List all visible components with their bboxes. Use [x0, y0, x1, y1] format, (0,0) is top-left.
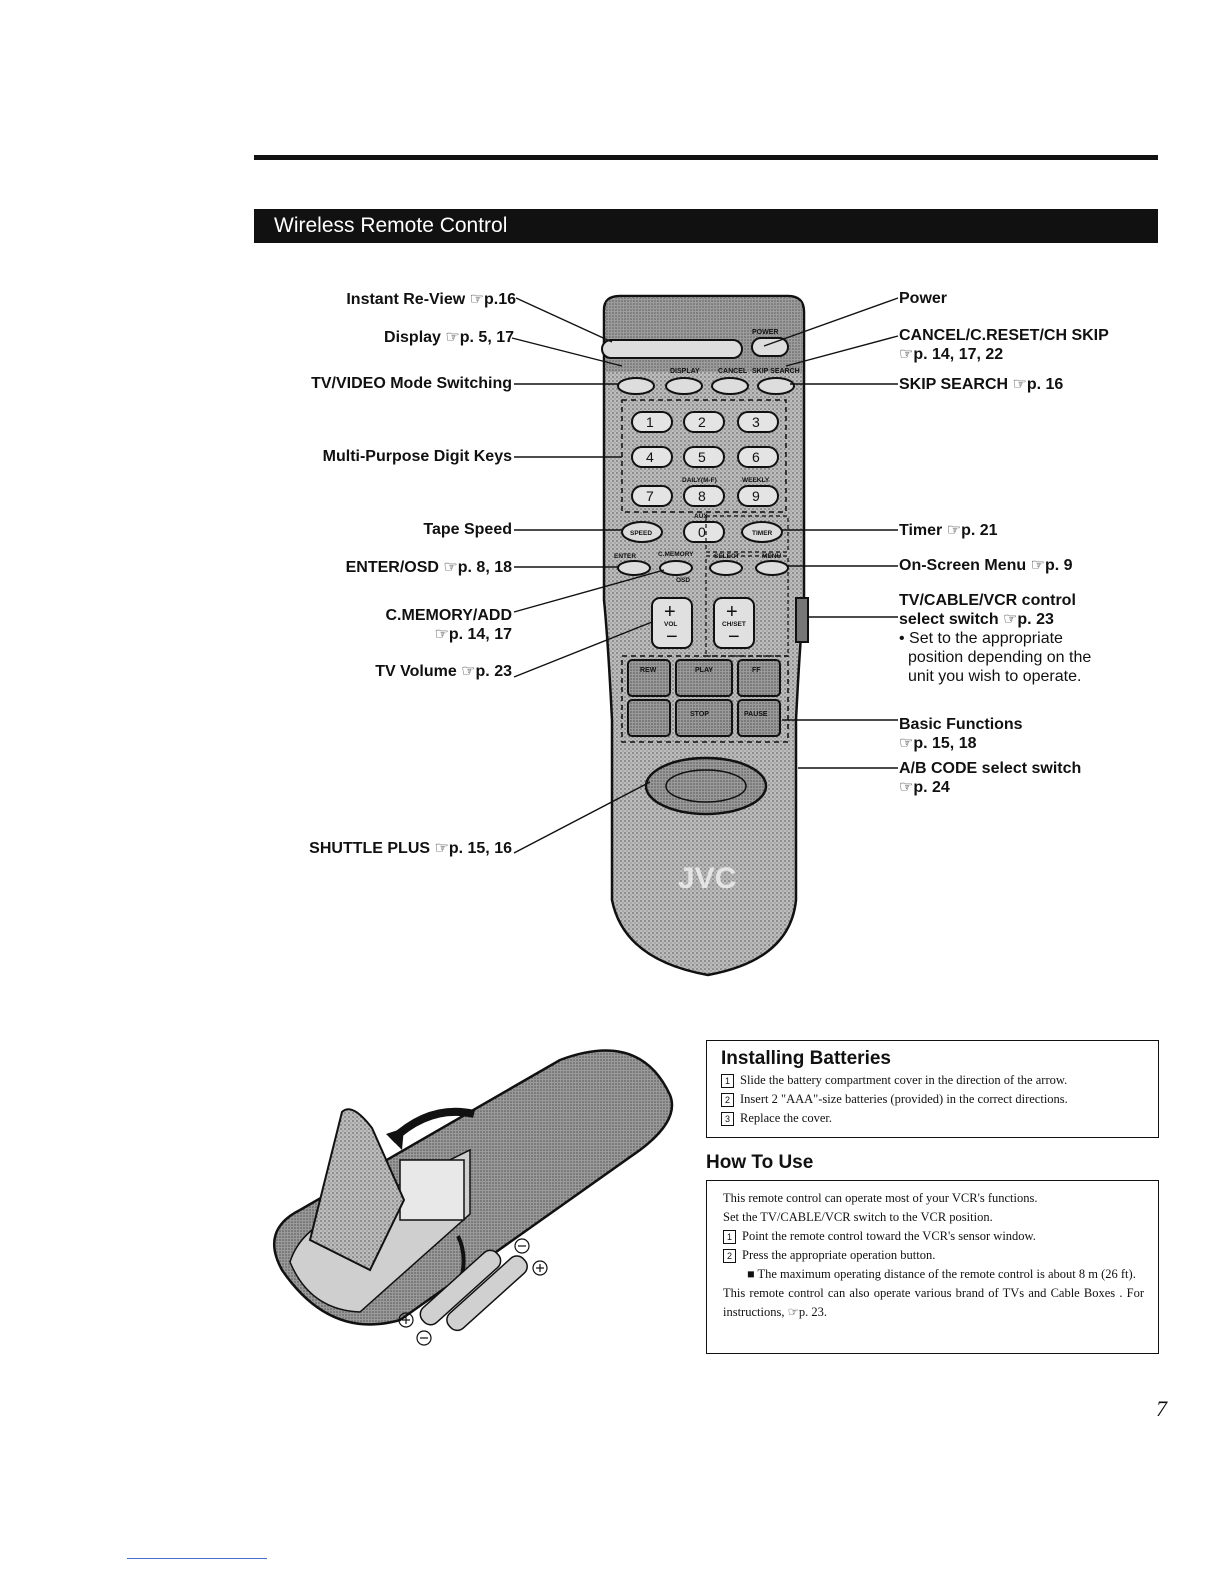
callout-display: Display ☞ p. 5, 17	[384, 328, 514, 347]
callout-select-switch: TV/CABLE/VCR control select switch ☞ p. 23 • Set to the appropriate position depending on the unit you wish to operate.	[899, 591, 1091, 686]
digit-key-9: 9	[752, 488, 760, 504]
timer-key-label: TIMER	[752, 530, 773, 537]
digit-key-5: 5	[698, 449, 706, 465]
installing-title: Installing Batteries	[721, 1048, 891, 1069]
enter-key	[618, 561, 650, 575]
callout-tape-speed: Tape Speed	[423, 521, 512, 538]
digit-key-3: 3	[752, 414, 760, 430]
stop-label: STOP	[690, 711, 709, 718]
tv-video-key	[618, 378, 654, 394]
menu-key-label: MENU	[762, 553, 782, 560]
pause-label: PAUSE	[744, 711, 768, 718]
howto-bullet: ■ The maximum operating distance of the remote control is about 8 m (26 ft).	[747, 1267, 1136, 1281]
howto-step-2: 2 Press the appropriate operation button.	[723, 1246, 1144, 1265]
skip-search-key	[758, 378, 794, 394]
digit-key-0: 0	[698, 524, 706, 540]
battery-illustration	[274, 1051, 672, 1345]
how-to-use-box	[706, 1180, 1159, 1354]
callout-power: Power	[899, 290, 948, 307]
daily-label: DAILY(M-F)	[682, 477, 717, 484]
tv-cable-vcr-switch	[796, 598, 808, 642]
svg-text:−: −	[666, 626, 678, 648]
callout-tv-volume: TV Volume ☞ p. 23	[375, 662, 512, 681]
callout-on-screen-menu: On-Screen Menu ☞ p. 9	[899, 556, 1073, 575]
menu-key	[756, 561, 788, 575]
power-key-label: POWER	[752, 329, 779, 336]
vol-label: VOL	[664, 621, 678, 628]
digit-key-1: 1	[646, 414, 654, 430]
display-key	[666, 378, 702, 394]
digit-key-4: 4	[646, 449, 654, 465]
callout-digit-keys: Multi-Purpose Digit Keys	[322, 448, 512, 465]
digit-key-6: 6	[752, 449, 760, 465]
cmemory-key-label: C.MEMORY	[658, 551, 694, 558]
page-number: 7	[1156, 1396, 1167, 1421]
brand-logo: JVC	[678, 862, 737, 895]
power-key	[752, 338, 788, 356]
callout-cancel: CANCEL/C.RESET/CH SKIP ☞ p. 14, 17, 22	[899, 326, 1109, 364]
callout-basic-functions: Basic Functions ☞ p. 15, 18	[899, 715, 1023, 753]
callout-tv-video: TV/VIDEO Mode Switching	[311, 375, 512, 392]
digit-key-2: 2	[698, 414, 706, 430]
callout-instant-review: Instant Re-View ☞ p.16	[346, 290, 516, 309]
speed-key-label: SPEED	[630, 530, 653, 537]
osd-key-label: OSD	[676, 577, 691, 584]
digit-key-7: 7	[646, 488, 654, 504]
rew-label: REW	[640, 667, 657, 674]
install-step-3: 3 Replace the cover.	[721, 1109, 1150, 1128]
svg-text:+: +	[664, 601, 676, 623]
svg-text:−: −	[728, 626, 740, 648]
callout-timer: Timer ☞ p. 21	[899, 521, 998, 540]
cancel-key	[712, 378, 748, 394]
installing-batteries-box	[706, 1040, 1159, 1138]
enter-key-label: ENTER	[614, 553, 637, 560]
howto-intro-1: This remote control can operate most of your VCR's functions.	[723, 1191, 1038, 1205]
cancel-key-label: CANCEL	[718, 368, 748, 375]
how-to-use-title: How To Use	[706, 1152, 814, 1173]
instant-review-key	[602, 340, 742, 358]
callout-cmemory: C.MEMORY/ADD ☞ p. 14, 17	[385, 606, 512, 644]
callout-shuttle-plus: SHUTTLE PLUS ☞ p. 15, 16	[309, 839, 512, 858]
callout-skip-search: SKIP SEARCH ☞ p. 16	[899, 375, 1063, 394]
select-key-label: SELECT	[714, 553, 740, 560]
weekly-label: WEEKLY	[742, 477, 770, 484]
ch-set-label: CH/SET	[722, 621, 746, 628]
install-step-1: 1 Slide the battery compartment cover in the direction of the arrow.	[721, 1071, 1150, 1090]
display-key-label: DISPLAY	[670, 368, 700, 375]
howto-intro-2: Set the TV/CABLE/VCR switch to the VCR position.	[723, 1210, 993, 1224]
skip-search-key-label: SKIP SEARCH	[752, 368, 800, 375]
callout-ab-code: A/B CODE select switch ☞ p. 24	[899, 759, 1081, 797]
cmemory-key	[660, 561, 692, 575]
install-step-2: 2 Insert 2 "AAA"-size batteries (provided) in the correct directions.	[721, 1090, 1150, 1109]
digit-key-8: 8	[698, 488, 706, 504]
select-key	[710, 561, 742, 575]
section-title: Wireless Remote Control	[254, 209, 1158, 243]
svg-text:+: +	[726, 601, 738, 623]
footer-link-line	[127, 1558, 267, 1559]
howto-step-1: 1 Point the remote control toward the VCR's sensor window.	[723, 1227, 1144, 1246]
aux-label: AUX	[694, 513, 708, 520]
shuttle-ring	[646, 758, 766, 814]
callout-enter-osd: ENTER/OSD ☞ p. 8, 18	[346, 558, 512, 577]
ff-label: FF	[752, 667, 761, 674]
play-label: PLAY	[695, 667, 714, 674]
howto-outro: This remote control can also operate various brand of TVs and Cable Boxes . For instructions, ☞ p. 23.	[723, 1284, 1144, 1322]
